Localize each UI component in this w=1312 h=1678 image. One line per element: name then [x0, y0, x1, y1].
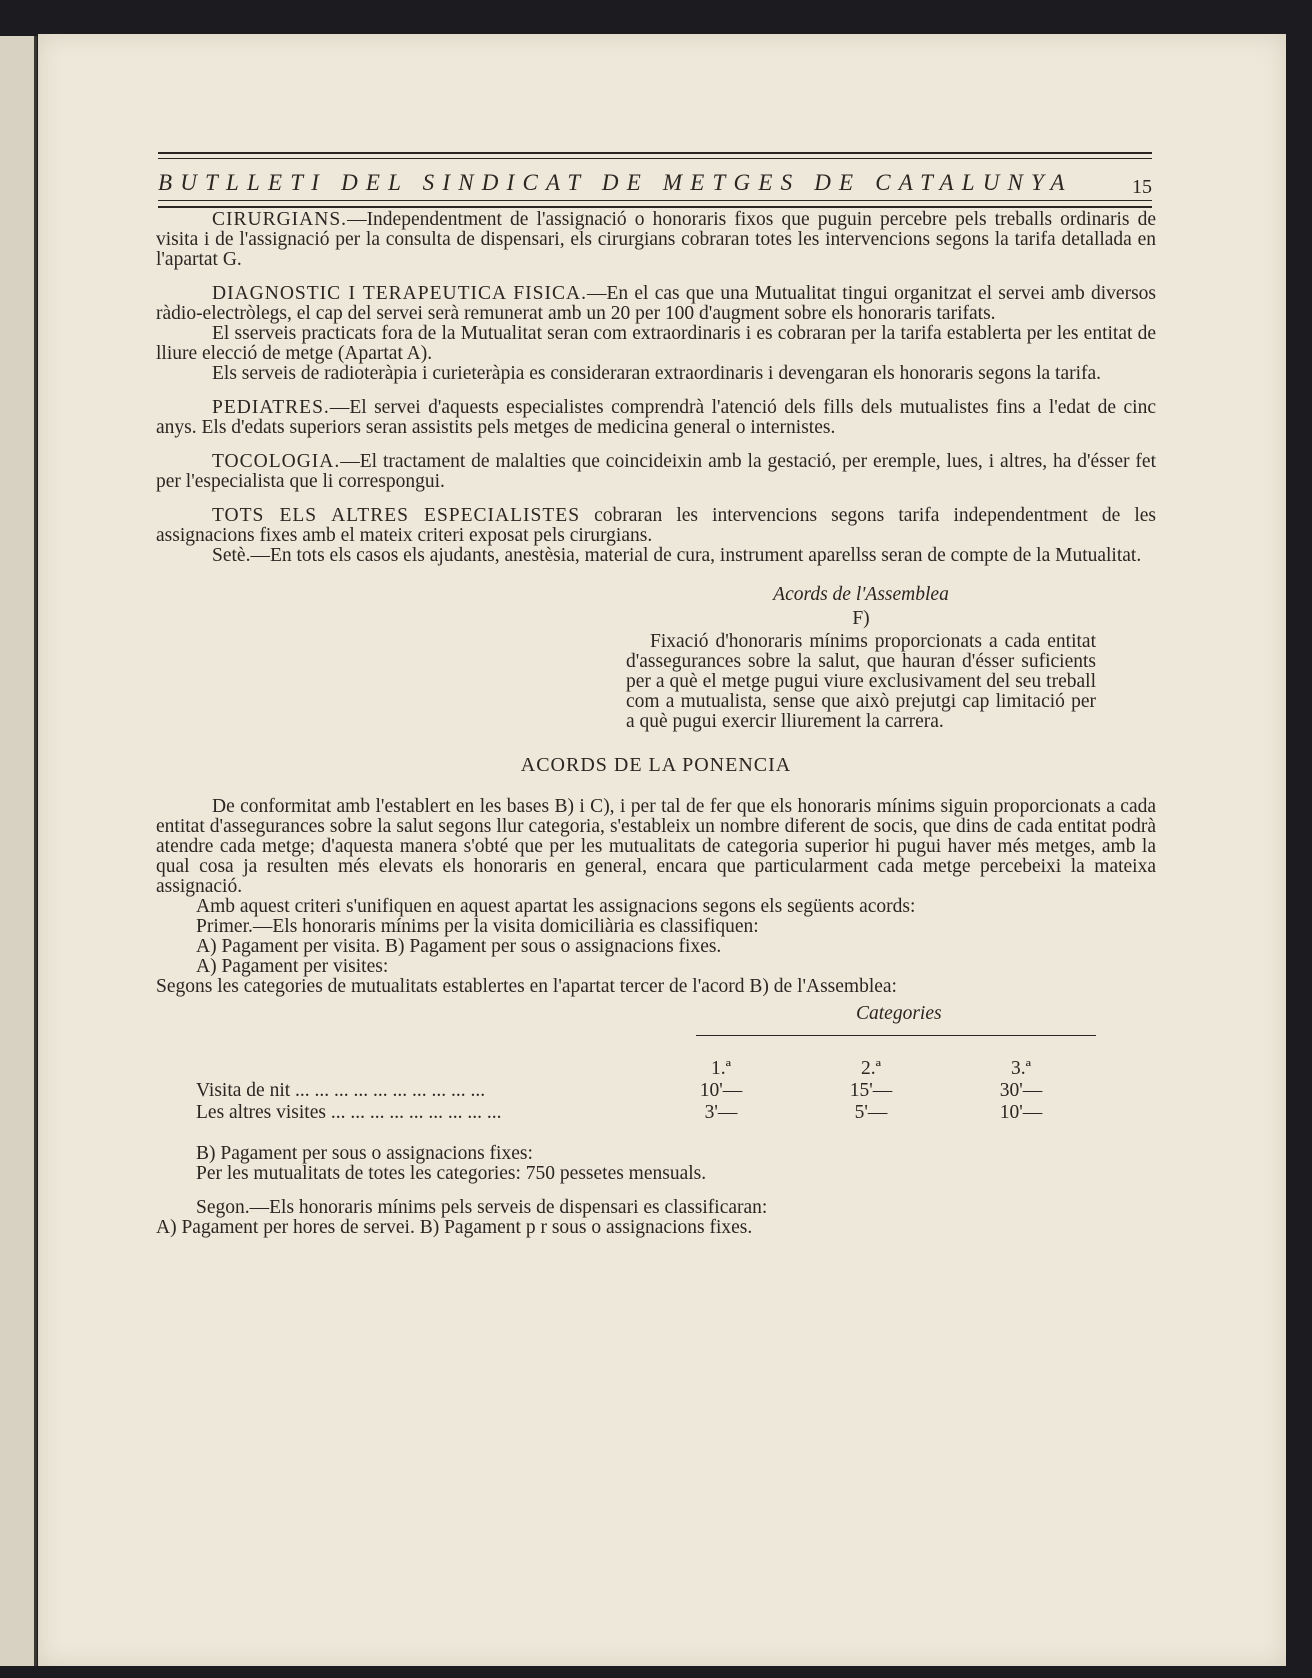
heading-altres-especialistes: TOTS ELS ALTRES ESPECIALISTES	[212, 505, 581, 526]
fee-value: 15'—	[849, 1080, 893, 1101]
paragraph-cirurgians	[156, 210, 1156, 270]
ponencia-line-pagament-visites: A) Pagament per visites:	[196, 956, 389, 977]
assembly-agreement	[626, 584, 1096, 732]
article-body	[156, 210, 1156, 1238]
ponencia-line-pagament-options: A) Pagament per visita. B) Pagament per sous o assignacions fixes.	[196, 936, 722, 957]
row-label: Les altres visites ... ... ... ... ... ... ... ... ...	[196, 1102, 502, 1123]
header-rule-top	[158, 152, 1152, 154]
journal-title: BUTLLETI DEL SINDICAT DE METGES DE CATALUNYA	[158, 170, 1073, 195]
heading-pediatres: PEDIATRES.	[212, 397, 330, 418]
closing-line-b: B) Pagament per sous o assignacions fixes:	[196, 1143, 533, 1164]
row-label: Visita de nit ... ... ... ... ... ... ... ... ... ...	[196, 1080, 486, 1101]
assembly-letter: F)	[852, 608, 870, 629]
header-rule-bottom-thin	[158, 200, 1152, 201]
table-row	[196, 1080, 1096, 1102]
categories-rule	[696, 1035, 1096, 1036]
paragraph-pediatres	[156, 398, 1156, 438]
text-diagnostic: —En el cas que una Mutualitat tingui organitzat el servei amb diversos ràdio-electròlegs, el cap del servei serà remunerat amb un 20 per 100 d'augment sobre els honoraris tarifats.	[156, 283, 1156, 324]
fee-value: 3'—	[704, 1102, 738, 1123]
paragraph-sete: Setè.—En tots els casos els ajudants, anestèsia, material de cura, instrument aparellss seran de compte de la Mutualitat.	[212, 545, 1142, 566]
category-header: 3.ª	[1010, 1058, 1031, 1079]
heading-diagnostic: DIAGNOSTIC I TERAPEUTICA FISICA.	[212, 283, 587, 304]
categories-label: Categories	[856, 1003, 942, 1024]
text-cirurgians: —Independentment de l'assignació o honoraris fixos que puguin percebre pels treballs ordinaris de visita i de l'assignació per la consulta de dispensari, els cirurgians cobraran totes les intervencions segons la tarifa detallada en l'apartat G.	[156, 209, 1156, 270]
document-page	[38, 34, 1286, 1666]
fee-value: 10'—	[999, 1102, 1043, 1123]
ponencia-line-primer: Primer.—Els honoraris mínims per la visita domiciliària es classifiquen:	[196, 916, 759, 937]
fee-value: 30'—	[999, 1080, 1043, 1101]
adjacent-page-edge	[0, 36, 37, 1666]
closing-line-dispensari: A) Pagament per hores de servei. B) Pagament p r sous o assignacions fixes.	[156, 1217, 753, 1238]
category-header: 1.ª	[710, 1058, 731, 1079]
paragraph-tocologia	[156, 452, 1156, 492]
ponencia-line-segons: Segons les categories de mutualitats establertes en l'apartat tercer de l'acord B) de l'Assemblea:	[156, 976, 897, 997]
table-row	[196, 1102, 1096, 1124]
fee-value: 10'—	[699, 1080, 743, 1101]
heading-tocologia: TOCOLOGIA.	[212, 451, 341, 472]
ponencia-line-criteri: Amb aquest criteri s'unifiquen en aquest apartat les assignacions segons els següents acords:	[196, 896, 916, 917]
header-rule-top-thin	[158, 158, 1152, 159]
closing-line-mensuals: Per les mutualitats de totes les categories: 750 pessetes mensuals.	[196, 1163, 707, 1184]
fee-table-header	[196, 1044, 1096, 1080]
ponencia-heading: ACORDS DE LA PONENCIA	[520, 754, 792, 776]
page-number: 15	[1132, 176, 1152, 198]
text-altres-especialistes: cobraran les intervencions segons tarifa independentment de les assignacions fixes amb el mateix criteri exposat pels cirurgians.	[156, 505, 1156, 546]
paragraph-radioterapia: Els serveis de radioteràpia i curieteràpia es consideraran extraordinaris i devengaran els honoraris segons la tarifa.	[212, 363, 1102, 384]
closing-line-segon: Segon.—Els honoraris mínims pels serveis de dispensari es classificaran:	[196, 1197, 768, 1218]
header-rule-bottom	[158, 206, 1152, 208]
ponencia-paragraph: De conformitat amb l'establert en les bases B) i C), i per tal de fer que els honoraris mínims siguin proporcionats a cada entitat d'assegurances sobre la salut segons llur categoria, s'estableix un nombre diferent de socis, que dins de cada entitat podrà atendre cada metge; d'aquesta manera s'obté que per les mutualitats de categoria superior hi pugui haver més metges, amb la qual cosa ja resulten més elevats els honoraris en general, encara que particularment cada metge percebeixi la mateixa assignació.	[156, 796, 1156, 897]
text-pediatres: —El servei d'aquests especialistes comprendrà l'atenció dels fills dels mutualistes fins a l'edat de cinc anys. Els d'edats superiors seran assistits pels metges de medicina general o internistes.	[156, 397, 1156, 438]
paragraph-altres-especialistes	[156, 506, 1156, 546]
heading-cirurgians: CIRURGIANS.	[212, 209, 348, 230]
assembly-text: Fixació d'honoraris mínims proporcionats a cada entitat d'assegurances sobre la salut, que hauran d'ésser suficients per a què el metge pugui viure exclusivament del seu treball com a mutualista, sense que això prejutgi cap limitació per a què pugui exercir lliurement la carrera.	[626, 631, 1096, 732]
paragraph-serveis-fora: El sserveis practicats fora de la Mutualitat seran com extraordinaris i es cobraran per la tarifa establerta per les entitat de lliure elecció de metge (Apartat A).	[156, 323, 1156, 364]
fee-table	[196, 1044, 1096, 1124]
category-header: 2.ª	[860, 1058, 881, 1079]
fee-value: 5'—	[854, 1102, 888, 1123]
paragraph-diagnostic	[156, 284, 1156, 324]
assembly-title: Acords de l'Assemblea	[773, 584, 949, 605]
text-tocologia: —El tractament de malalties que coincideixin amb la gestació, per eremple, lues, i altres, ha d'ésser fet per l'especialista que li correspongui.	[156, 451, 1156, 492]
